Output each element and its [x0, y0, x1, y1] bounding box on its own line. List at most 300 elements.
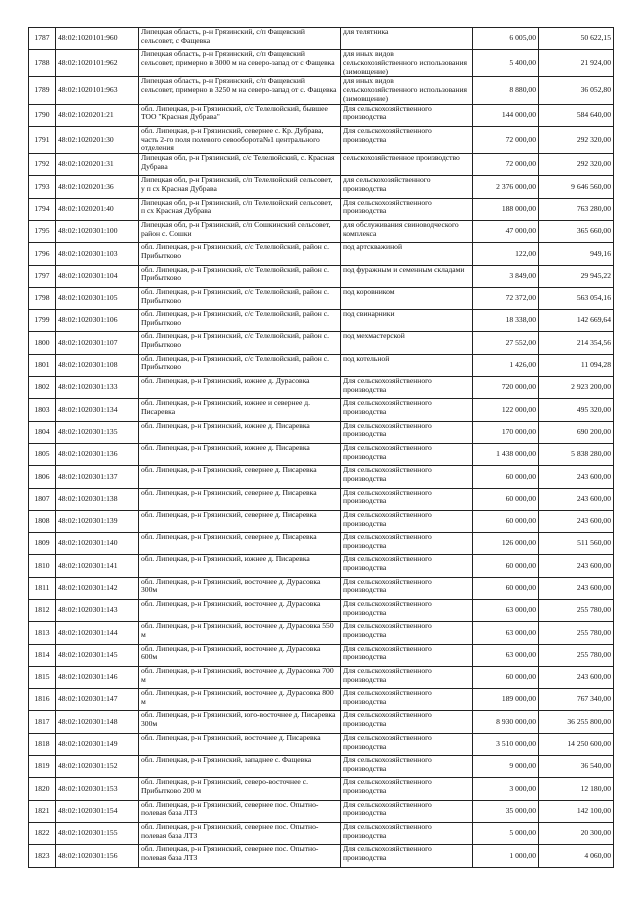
parcel-address: обл. Липецкая, р-н Грязинский, севернее д. Писаревка	[141, 465, 317, 475]
parcel-address-cell	[139, 310, 341, 332]
permitted-use: Для сельскохозяйственного производства	[343, 710, 432, 729]
parcel-address-cell	[139, 600, 341, 622]
row-number-cell	[29, 666, 56, 688]
parcel-area: 3 849,00	[509, 270, 536, 280]
row-number-cell	[29, 822, 56, 844]
parcel-address-cell	[139, 50, 341, 77]
cadastral-number-cell	[56, 510, 139, 532]
permitted-use-cell	[341, 377, 473, 399]
row-number-cell	[29, 644, 56, 666]
cadastral-number: 48:02:1020301:143	[58, 605, 118, 615]
cadastral-number: 48:02:1020201:40	[58, 203, 114, 213]
cadastral-value-cell	[539, 28, 614, 50]
cadastral-number: 48:02:1020301:105	[58, 293, 118, 303]
cadastral-value: 142 100,00	[576, 805, 611, 815]
cadastral-value: 36 540,00	[580, 761, 611, 771]
cadastral-number-cell	[56, 845, 139, 867]
parcel-address: обл. Липецкая, р-н Грязинский, с/с Телелюйский, район с. Прибытково	[141, 331, 330, 350]
parcel-address: обл. Липецкая, р-н Грязинский, севернее с. Кр. Дубрава, часть 2-го поля полевого севооборота№1 центрального отделения	[141, 126, 324, 153]
permitted-use-cell	[341, 104, 473, 126]
cadastral-number-cell	[56, 310, 139, 332]
parcel-area-cell	[473, 154, 539, 176]
table-row	[29, 622, 614, 644]
cadastral-number: 48:02:1020301:149	[58, 739, 118, 749]
permitted-use: Для сельскохозяйственного производства	[343, 104, 432, 122]
cadastral-value-cell	[539, 533, 614, 555]
row-number-cell	[29, 533, 56, 555]
parcel-area-cell	[473, 756, 539, 778]
cadastral-value: 20 300,00	[580, 828, 611, 838]
cadastral-number: 48:02:1020301:133	[58, 382, 118, 392]
row-number: 1814	[34, 649, 50, 659]
cadastral-value-cell	[539, 421, 614, 443]
parcel-area-cell	[473, 577, 539, 599]
parcel-address: обл. Липецкая, р-н Грязинский, севернее д. Писаревка	[141, 488, 317, 497]
parcel-address-cell	[139, 622, 341, 644]
parcel-address: Липецкая обл, р-н Грязинский, с/п Телелюйский сельсовет, п сх Красная Дубрава	[141, 198, 333, 216]
table-row	[29, 50, 614, 77]
parcel-area: 18 338,00	[505, 315, 536, 325]
permitted-use-cell	[341, 265, 473, 287]
cadastral-number: 48:02:1020301:142	[58, 582, 118, 592]
table-row	[29, 555, 614, 577]
table-row	[29, 533, 614, 555]
permitted-use: Для сельскохозяйственного производства	[343, 398, 432, 417]
permitted-use: под мехмастерской	[343, 331, 405, 341]
parcel-area-cell	[473, 265, 539, 287]
land-registry-sheet	[28, 27, 613, 868]
parcel-area-cell	[473, 126, 539, 153]
row-number: 1800	[34, 337, 50, 347]
row-number: 1799	[34, 315, 50, 325]
table-row	[29, 243, 614, 265]
cadastral-value-cell	[539, 243, 614, 265]
cadastral-number: 48:02:1020101:960	[58, 33, 118, 43]
parcel-area-cell	[473, 421, 539, 443]
parcel-address: обл. Липецкая, р-н Грязинский, севернее д. Писаревка	[141, 532, 317, 542]
cadastral-value-cell	[539, 77, 614, 104]
parcel-address-cell	[139, 104, 341, 126]
parcel-address-cell	[139, 243, 341, 265]
cadastral-value-cell	[539, 555, 614, 577]
parcel-address: обл. Липецкая, р-н Грязинский, восточнее д. Дурасовка 700 м	[141, 666, 334, 684]
cadastral-number-cell	[56, 28, 139, 50]
cadastral-number: 48:02:1020301:106	[58, 315, 118, 325]
cadastral-value: 243 600,00	[576, 471, 611, 481]
cadastral-number-cell	[56, 287, 139, 309]
cadastral-number-cell	[56, 733, 139, 755]
parcel-address: обл. Липецкая, р-н Грязинский, восточнее д. Писаревка	[141, 733, 321, 742]
table-row	[29, 310, 614, 332]
cadastral-value-cell	[539, 287, 614, 309]
cadastral-number: 48:02:1020201:30	[58, 134, 114, 144]
permitted-use: Для сельскохозяйственного производства	[343, 688, 432, 706]
row-number-cell	[29, 220, 56, 242]
parcel-address: обл. Липецкая, р-н Грязинский, южнее д. Дурасовка	[141, 376, 310, 386]
cadastral-number-cell	[56, 488, 139, 510]
parcel-address-cell	[139, 176, 341, 198]
permitted-use-cell	[341, 533, 473, 555]
permitted-use-cell	[341, 577, 473, 599]
cadastral-value: 142 669,64	[576, 315, 611, 325]
table-row	[29, 666, 614, 688]
parcel-area: 188 000,00	[501, 203, 536, 213]
cadastral-number: 48:02:1020301:100	[58, 226, 118, 236]
cadastral-value-cell	[539, 822, 614, 844]
row-number-cell	[29, 50, 56, 77]
parcel-address-cell	[139, 756, 341, 778]
parcel-area-cell	[473, 555, 539, 577]
parcel-area-cell	[473, 77, 539, 104]
row-number: 1806	[34, 471, 50, 481]
row-number: 1809	[34, 538, 50, 548]
parcel-area: 126 000,00	[501, 538, 536, 548]
parcel-address-cell	[139, 421, 341, 443]
row-number-cell	[29, 622, 56, 644]
cadastral-value: 50 622,15	[580, 33, 611, 43]
permitted-use: Для сельскохозяйственного производства	[343, 777, 432, 796]
parcel-area-cell	[473, 800, 539, 822]
parcel-area: 72 000,00	[505, 159, 536, 169]
row-number: 1801	[34, 360, 50, 370]
parcel-area-cell	[473, 778, 539, 800]
parcel-area: 72 000,00	[505, 134, 536, 144]
row-number: 1812	[34, 605, 50, 615]
table-row	[29, 600, 614, 622]
row-number-cell	[29, 689, 56, 711]
cadastral-number-cell	[56, 332, 139, 354]
row-number: 1803	[34, 404, 50, 414]
parcel-area: 60 000,00	[505, 493, 536, 503]
parcel-area-cell	[473, 50, 539, 77]
permitted-use: Для сельскохозяйственного производства	[343, 532, 432, 550]
cadastral-value-cell	[539, 443, 614, 465]
cadastral-value-cell	[539, 622, 614, 644]
permitted-use: Для сельскохозяйственного производства	[343, 844, 432, 862]
cadastral-number-cell	[56, 220, 139, 242]
parcel-area: 47 000,00	[505, 226, 536, 236]
permitted-use-cell	[341, 689, 473, 711]
table-row	[29, 421, 614, 443]
parcel-address: обл. Липецкая, р-н Грязинский, восточнее д. Дурасовка	[141, 599, 321, 608]
permitted-use: Для сельскохозяйственного производства	[343, 198, 432, 216]
table-row	[29, 510, 614, 532]
table-row	[29, 220, 614, 242]
permitted-use-cell	[341, 310, 473, 332]
parcel-address: обл. Липецкая, р-н Грязинский, восточнее д. Дурасовка 600м	[141, 644, 321, 662]
parcel-address-cell	[139, 28, 341, 50]
cadastral-value-cell	[539, 800, 614, 822]
cadastral-number-cell	[56, 756, 139, 778]
parcel-address: обл. Липецкая, р-н Грязинский, с/с Телелюйский, район с. Прибытково	[141, 354, 330, 372]
row-number: 1822	[34, 828, 50, 838]
cadastral-number: 48:02:1020101:962	[58, 58, 118, 68]
parcel-area-cell	[473, 644, 539, 666]
parcel-area-cell	[473, 822, 539, 844]
permitted-use-cell	[341, 154, 473, 176]
row-number: 1802	[34, 382, 50, 392]
table-row	[29, 377, 614, 399]
cadastral-value: 584 640,00	[576, 109, 611, 119]
cadastral-number: 48:02:1020301:138	[58, 493, 118, 503]
row-number: 1794	[34, 203, 50, 213]
permitted-use: для сельскохозяйственного производства	[343, 175, 431, 194]
permitted-use-cell	[341, 50, 473, 77]
permitted-use: под свинарники	[343, 309, 395, 319]
cadastral-number: 48:02:1020301:156	[58, 850, 118, 860]
permitted-use-cell	[341, 845, 473, 867]
row-number-cell	[29, 733, 56, 755]
row-number: 1811	[34, 582, 50, 592]
permitted-use-cell	[341, 510, 473, 532]
cadastral-number: 48:02:1020201:36	[58, 181, 114, 191]
permitted-use: под артскважиной	[343, 242, 403, 252]
table-row	[29, 466, 614, 488]
row-number-cell	[29, 443, 56, 465]
parcel-address-cell	[139, 733, 341, 755]
permitted-use: для телятника	[343, 27, 389, 36]
cadastral-number: 48:02:1020301:144	[58, 627, 118, 637]
parcel-area-cell	[473, 28, 539, 50]
row-number-cell	[29, 243, 56, 265]
permitted-use-cell	[341, 711, 473, 733]
row-number: 1792	[34, 159, 50, 169]
parcel-address-cell	[139, 533, 341, 555]
table-row	[29, 176, 614, 198]
cadastral-number: 48:02:1020301:145	[58, 649, 118, 659]
cadastral-number: 48:02:1020301:103	[58, 248, 118, 258]
permitted-use-cell	[341, 666, 473, 688]
table-row	[29, 104, 614, 126]
parcel-area-cell	[473, 220, 539, 242]
permitted-use-cell	[341, 622, 473, 644]
cadastral-value: 243 600,00	[576, 493, 611, 503]
cadastral-value-cell	[539, 176, 614, 198]
row-number-cell	[29, 377, 56, 399]
parcel-area: 720 000,00	[501, 382, 536, 392]
table-row	[29, 332, 614, 354]
cadastral-value: 563 054,16	[576, 293, 611, 303]
parcel-area: 2 376 000,00	[496, 181, 536, 191]
parcel-area-cell	[473, 399, 539, 421]
row-number: 1791	[34, 134, 50, 144]
cadastral-value-cell	[539, 466, 614, 488]
parcel-address: обл. Липецкая, р-н Грязинский, с/с Телелюйский, район с. Прибытково	[141, 242, 330, 260]
table-row	[29, 265, 614, 287]
cadastral-number: 48:02:1020301:154	[58, 805, 118, 815]
parcel-address-cell	[139, 399, 341, 421]
parcel-address: обл. Липецкая, р-н Грязинский, севернее пос. Опытно-полевая база ЛТЗ	[141, 844, 319, 862]
cadastral-number-cell	[56, 421, 139, 443]
row-number: 1817	[34, 716, 50, 726]
permitted-use-cell	[341, 778, 473, 800]
cadastral-number: 48:02:1020301:136	[58, 449, 118, 459]
cadastral-value-cell	[539, 310, 614, 332]
row-number-cell	[29, 577, 56, 599]
permitted-use: Для сельскохозяйственного производства	[343, 421, 432, 439]
parcel-area: 6 005,00	[509, 33, 536, 43]
cadastral-value: 36 255 800,00	[567, 716, 611, 726]
row-number: 1808	[34, 516, 50, 526]
table-row	[29, 77, 614, 104]
table-row	[29, 126, 614, 153]
parcel-area-cell	[473, 176, 539, 198]
row-number: 1797	[34, 270, 50, 280]
row-number-cell	[29, 198, 56, 220]
parcel-address-cell	[139, 800, 341, 822]
cadastral-value-cell	[539, 510, 614, 532]
row-number: 1796	[34, 248, 50, 258]
parcel-address-cell	[139, 666, 341, 688]
parcel-address: обл. Липецкая, р-н Грязинский, восточнее д. Дурасовка 800 м	[141, 688, 334, 706]
parcel-address-cell	[139, 443, 341, 465]
cadastral-number-cell	[56, 666, 139, 688]
cadastral-number: 48:02:1020301:140	[58, 538, 118, 548]
row-number-cell	[29, 77, 56, 104]
cadastral-number-cell	[56, 800, 139, 822]
row-number: 1807	[34, 493, 50, 503]
cadastral-number: 48:02:1020301:141	[58, 560, 118, 570]
cadastral-value-cell	[539, 126, 614, 153]
permitted-use-cell	[341, 176, 473, 198]
cadastral-number-cell	[56, 104, 139, 126]
cadastral-value: 29 945,22	[580, 270, 611, 280]
parcel-address-cell	[139, 354, 341, 376]
table-row	[29, 28, 614, 50]
row-number-cell	[29, 126, 56, 153]
parcel-address-cell	[139, 644, 341, 666]
cadastral-value-cell	[539, 377, 614, 399]
parcel-address: обл. Липецкая, р-н Грязинский, восточнее д. Дурасовка 300м	[141, 577, 321, 595]
cadastral-number-cell	[56, 126, 139, 153]
parcel-area: 170 000,00	[501, 426, 536, 436]
parcel-area: 5 400,00	[509, 58, 536, 68]
parcel-address: обл. Липецкая, р-н Грязинский, с/с Телелюйский, район с. Прибытково	[141, 309, 330, 327]
cadastral-value: 365 660,00	[576, 226, 611, 236]
row-number: 1798	[34, 293, 50, 303]
parcel-address: Липецкая обл, р-н Грязинский, с/п Телелюйский сельсовет, у п сх Красная Дубрава	[141, 175, 333, 194]
parcel-area: 1 426,00	[509, 360, 536, 370]
permitted-use: под котельной	[343, 354, 390, 363]
parcel-area-cell	[473, 354, 539, 376]
cadastral-value-cell	[539, 711, 614, 733]
parcel-address-cell	[139, 510, 341, 532]
parcel-area: 60 000,00	[505, 516, 536, 526]
cadastral-value-cell	[539, 577, 614, 599]
cadastral-value: 243 600,00	[576, 672, 611, 682]
cadastral-number-cell	[56, 443, 139, 465]
parcel-area-cell	[473, 622, 539, 644]
parcel-area: 60 000,00	[505, 560, 536, 570]
parcel-area: 122,00	[515, 248, 536, 258]
row-number-cell	[29, 778, 56, 800]
parcel-address-cell	[139, 198, 341, 220]
table-row	[29, 488, 614, 510]
cadastral-value: 14 250 600,00	[567, 739, 611, 749]
permitted-use-cell	[341, 488, 473, 510]
parcel-address: обл. Липецкая, р-н Грязинский, севернее пос. Опытно-полевая база ЛТЗ	[141, 800, 319, 818]
permitted-use-cell	[341, 443, 473, 465]
cadastral-value-cell	[539, 265, 614, 287]
cadastral-value: 255 780,00	[576, 649, 611, 659]
permitted-use-cell	[341, 220, 473, 242]
cadastral-value: 36 052,80	[580, 85, 611, 95]
parcel-address-cell	[139, 711, 341, 733]
parcel-area-cell	[473, 104, 539, 126]
cadastral-number: 48:02:1020301:104	[58, 270, 118, 280]
row-number-cell	[29, 800, 56, 822]
parcel-area: 122 000,00	[501, 404, 536, 414]
parcel-area-cell	[473, 689, 539, 711]
cadastral-number-cell	[56, 466, 139, 488]
permitted-use-cell	[341, 733, 473, 755]
parcel-address: обл. Липецкая, р-н Грязинский, юго-восточнее д. Писаревка 300м	[141, 710, 336, 729]
permitted-use: для обслуживания свиноводческого комплекса	[343, 220, 459, 238]
cadastral-number: 48:02:1020301:153	[58, 783, 118, 793]
parcel-area: 9 000,00	[509, 761, 536, 771]
parcel-area: 63 000,00	[505, 605, 536, 615]
cadastral-value-cell	[539, 666, 614, 688]
parcel-area-cell	[473, 733, 539, 755]
row-number-cell	[29, 756, 56, 778]
cadastral-number: 48:02:1020301:148	[58, 716, 118, 726]
table-row	[29, 577, 614, 599]
row-number-cell	[29, 711, 56, 733]
row-number-cell	[29, 421, 56, 443]
cadastral-value-cell	[539, 220, 614, 242]
parcel-address: обл. Липецкая, р-н Грязинский, с/с Телелюйский, бывшее ТОО "Красная Дубрава"	[141, 104, 328, 122]
cadastral-number: 48:02:1020301:155	[58, 828, 118, 838]
row-number: 1795	[34, 226, 50, 236]
cadastral-number-cell	[56, 354, 139, 376]
row-number: 1805	[34, 449, 50, 459]
permitted-use: Для сельскохозяйственного производства	[343, 621, 432, 640]
parcel-area: 5 000,00	[509, 828, 536, 838]
cadastral-value: 292 320,00	[576, 159, 611, 169]
cadastral-number-cell	[56, 822, 139, 844]
parcel-address: обл. Липецкая, р-н Грязинский, южнее д. Писаревка	[141, 421, 310, 430]
parcel-address-cell	[139, 822, 341, 844]
cadastral-number-cell	[56, 77, 139, 104]
parcel-address-cell	[139, 332, 341, 354]
cadastral-value-cell	[539, 778, 614, 800]
table-row	[29, 354, 614, 376]
row-number-cell	[29, 287, 56, 309]
parcel-area-cell	[473, 533, 539, 555]
table-row	[29, 800, 614, 822]
row-number: 1821	[34, 805, 50, 815]
table-row	[29, 399, 614, 421]
row-number-cell	[29, 28, 56, 50]
table-row	[29, 689, 614, 711]
table-row	[29, 845, 614, 867]
cadastral-number: 48:02:1020201:31	[58, 159, 114, 169]
permitted-use-cell	[341, 822, 473, 844]
cadastral-number: 48:02:1020301:147	[58, 694, 118, 704]
cadastral-value-cell	[539, 198, 614, 220]
parcel-area: 27 552,00	[505, 337, 536, 347]
cadastral-number: 48:02:1020301:108	[58, 360, 118, 370]
cadastral-value: 763 280,00	[576, 203, 611, 213]
parcel-address: обл. Липецкая, р-н Грязинский, южнее и севернее д. Писаревка	[141, 398, 311, 417]
row-number: 1819	[34, 761, 50, 771]
cadastral-value: 255 780,00	[576, 605, 611, 615]
row-number-cell	[29, 104, 56, 126]
permitted-use-cell	[341, 644, 473, 666]
parcel-address-cell	[139, 220, 341, 242]
parcel-area-cell	[473, 310, 539, 332]
cadastral-value-cell	[539, 50, 614, 77]
